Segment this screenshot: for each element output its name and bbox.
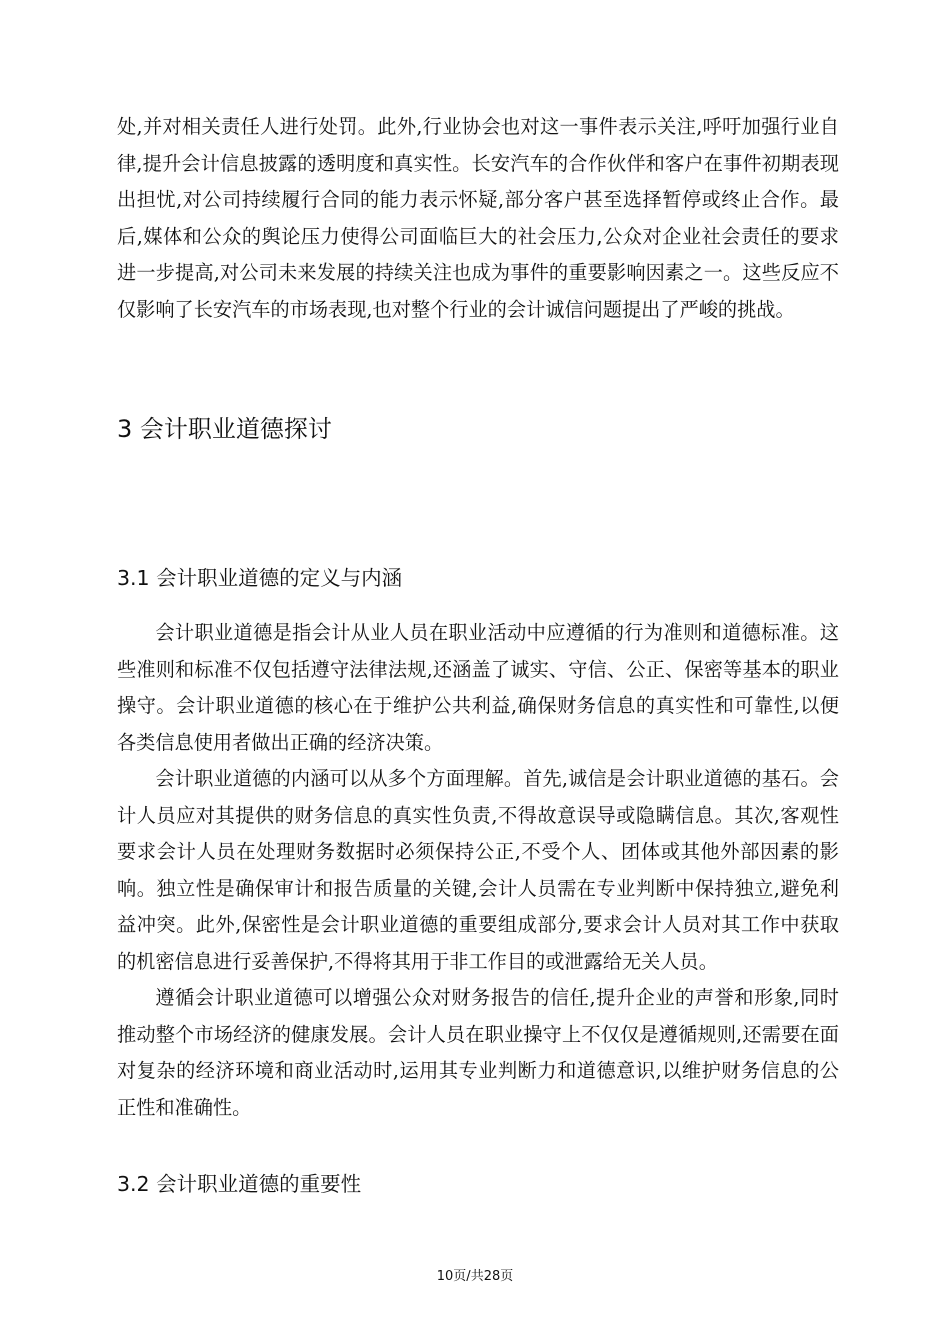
page-number-footer: 10页/共28页 [436, 1269, 514, 1284]
paragraph-industry-reaction: 处,并对相关责任人进行处罚。此外,行业协会也对这一事件表示关注,呼吁加强行业自律,提升会计信息披露的透明度和真实性。长安汽车的合作伙伴和客户在事件初期表现出担忧,对公司持续履行合同的能力表示怀疑,部分客户甚至选择暂停或终止合作。最后,媒体和公众的舆论压力使得公司面临巨大的社会压力,公众对企业社会责任的要求进一步提高,对公司未来发展的持续关注也成为事件的重要影响因素之一。这些反应不仅影响了长安汽车的市场表现,也对整个行业的会计诚信问题提出了严峻的挑战。 [117, 115, 839, 321]
section-heading-3: 3 会计职业道德探讨 [117, 415, 332, 443]
paragraph-significance: 遵循会计职业道德可以增强公众对财务报告的信任,提升企业的声誉和形象,同时推动整个市场经济的健康发展。会计人员在职业操守上不仅仅是遵循规则,还需要在面对复杂的经济环境和商业活动时,运用其专业判断力和道德意识,以维护财务信息的公正性和准确性。 [117, 986, 839, 1119]
paragraph-definition: 会计职业道德是指会计从业人员在职业活动中应遵循的行为准则和道德标准。这些准则和标准不仅包括遵守法律法规,还涵盖了诚实、守信、公正、保密等基本的职业操守。会计职业道德的核心在于维护公共利益,确保财务信息的真实性和可靠性,以便各类信息使用者做出正确的经济决策。 [117, 621, 839, 754]
paragraph-connotation: 会计职业道德的内涵可以从多个方面理解。首先,诚信是会计职业道德的基石。会计人员应对其提供的财务信息的真实性负责,不得故意误导或隐瞒信息。其次,客观性要求会计人员在处理财务数据时必须保持公正,不受个人、团体或其他外部因素的影响。独立性是确保审计和报告质量的关键,会计人员需在专业判断中保持独立,避免利益冲突。此外,保密性是会计职业道德的重要组成部分,要求会计人员对其工作中获取的机密信息进行妥善保护,不得将其用于非工作目的或泄露给无关人员。 [117, 767, 839, 973]
section-heading-3-2: 3.2 会计职业道德的重要性 [117, 1172, 362, 1196]
section-heading-3-1: 3.1 会计职业道德的定义与内涵 [117, 566, 403, 590]
